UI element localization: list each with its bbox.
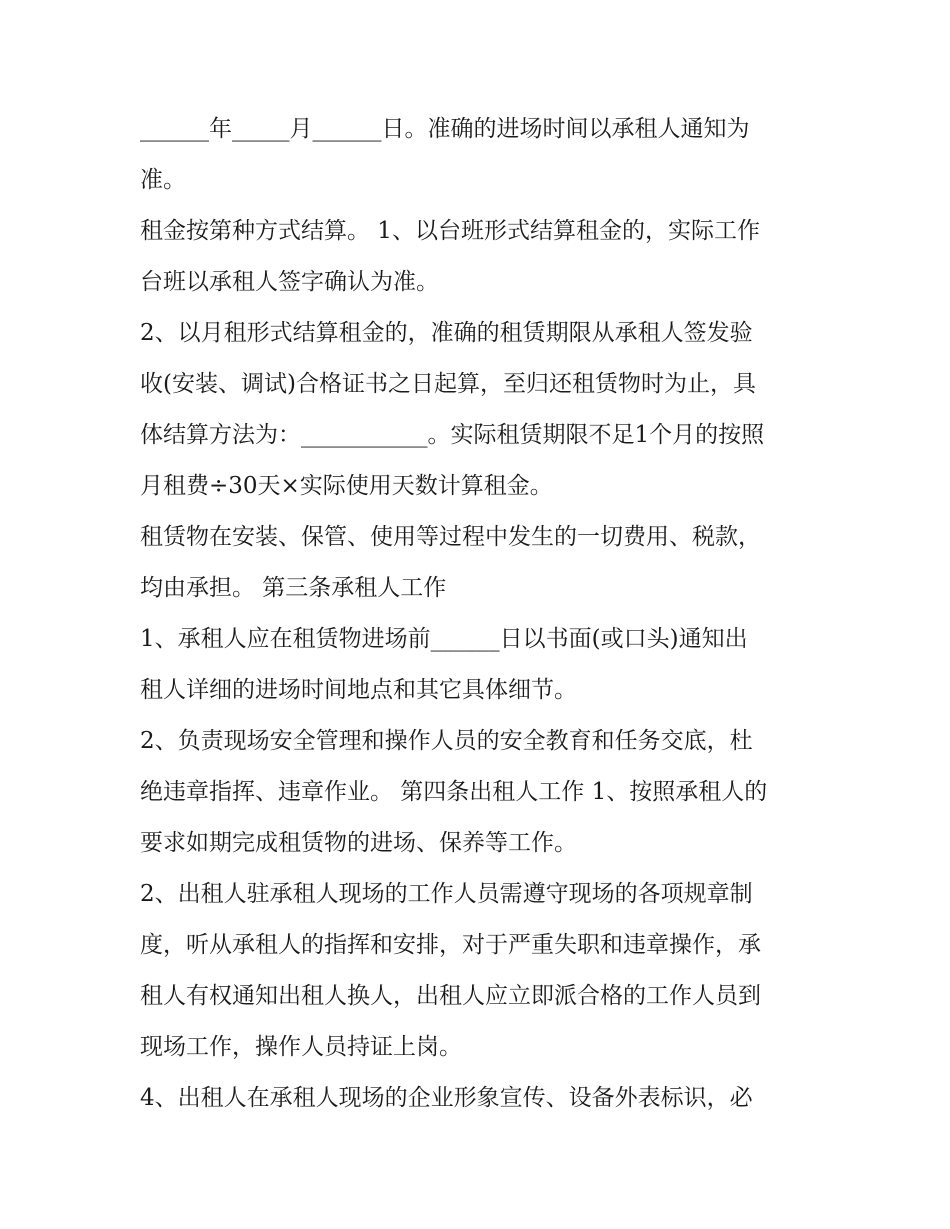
text-line: 度，听从承租人的指挥和安排，对于严重失职和违章操作，承 <box>140 932 761 958</box>
document-body <box>140 104 820 1124</box>
text-line: 租人详细的进场时间地点和其它具体细节。 <box>140 677 577 703</box>
text-line: 体结算方法为：___________。实际租赁期限不足1个月的按照 <box>140 422 765 448</box>
text-line: 租人有权通知出租人换人，出租人应立即派合格的工作人员到 <box>140 983 761 1009</box>
text-line: 台班以承租人签字确认为准。 <box>140 269 439 295</box>
text-line: 准。 <box>140 167 186 193</box>
text-line: 要求如期完成租赁物的进场、保养等工作。 <box>140 830 577 856</box>
text-line: 月租费÷30天×实际使用天数计算租金。 <box>140 473 553 499</box>
text-line: 2、负责现场安全管理和操作人员的安全教育和任务交底，杜 <box>140 728 753 754</box>
text-line: ______年_____月______日。准确的进场时间以承租人通知为 <box>140 116 750 142</box>
text-line: 收(安装、调试)合格证书之日起算，至归还租赁物时为止，具 <box>140 371 756 397</box>
text-line: 租赁物在安装、保管、使用等过程中发生的一切费用、税款， <box>140 524 761 550</box>
text-line: 1、承租人应在租赁物进场前______日以书面(或口头)通知出 <box>140 626 748 652</box>
text-line: 2、以月租形式结算租金的，准确的租赁期限从承租人签发验 <box>140 320 753 346</box>
text-line: 均由承担。 第三条承租人工作 <box>140 575 447 601</box>
text-line: 现场工作，操作人员持证上岗。 <box>140 1034 462 1060</box>
text-line: 2、出租人驻承租人现场的工作人员需遵守现场的各项规章制 <box>140 881 753 907</box>
text-line: 租金按第种方式结算。 1、以台班形式结算租金的，实际工作 <box>140 218 760 244</box>
text-line: 4、出租人在承租人现场的企业形象宣传、设备外表标识，必 <box>140 1085 753 1111</box>
text-line: 绝违章指挥、违章作业。 第四条出租人工作 1、按照承租人的 <box>140 779 768 805</box>
